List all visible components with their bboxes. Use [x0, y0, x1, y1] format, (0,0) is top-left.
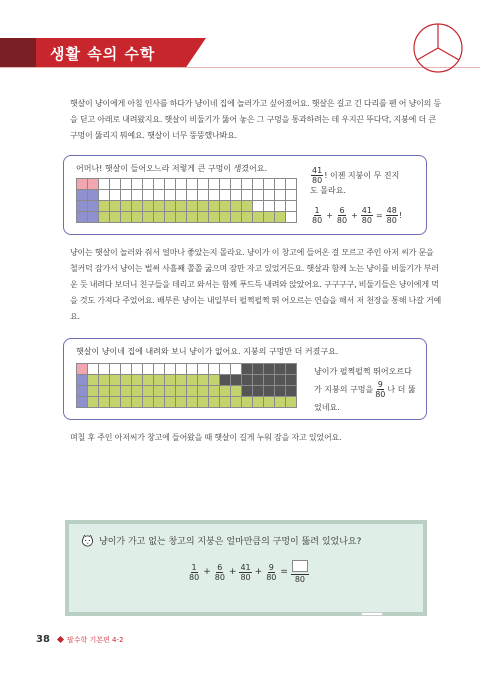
grid-cell [264, 375, 275, 386]
grid-cell [88, 397, 99, 408]
grid-cell [187, 179, 198, 190]
grid-cell [187, 201, 198, 212]
grid-cell [176, 212, 187, 223]
grid-cell [176, 397, 187, 408]
grid-cell [209, 179, 220, 190]
grid-cell [77, 364, 88, 375]
grid-cell [231, 397, 242, 408]
grid-cell [264, 179, 275, 190]
grid-cell [275, 201, 286, 212]
grid-cell [198, 375, 209, 386]
grid-cell [198, 386, 209, 397]
grid-cell [99, 212, 110, 223]
grid-cell [275, 375, 286, 386]
grid-cell [143, 375, 154, 386]
grid-cell [143, 201, 154, 212]
grid-cell [286, 364, 297, 375]
answer-fraction: 80 [291, 560, 309, 584]
grid-cell [220, 386, 231, 397]
grid-cell [154, 179, 165, 190]
grid-cell [264, 201, 275, 212]
grid-cell [165, 386, 176, 397]
grid-cell [220, 190, 231, 201]
grid-cell [286, 190, 297, 201]
grid-cell [176, 179, 187, 190]
grid-cell [275, 397, 286, 408]
grid-cell [242, 179, 253, 190]
grid-cell [176, 375, 187, 386]
grid-cell [110, 364, 121, 375]
grid-cell [77, 375, 88, 386]
grid-cell [77, 386, 88, 397]
question-board [65, 520, 427, 616]
header-dark-block [0, 38, 36, 68]
grid-cell [165, 201, 176, 212]
board-equation: $\frac{1}{80}$ + $\frac{6}{80}$ + $\frac{41}{80}$ + $\frac{9}{80}$ = 80 [187, 560, 310, 584]
grid-cell [154, 386, 165, 397]
grid-cell [154, 212, 165, 223]
grid-cell [110, 179, 121, 190]
roof-grid-2 [76, 363, 297, 408]
grid-cell [231, 375, 242, 386]
section-header [0, 38, 420, 68]
grid-cell [132, 190, 143, 201]
grid-cell [77, 212, 88, 223]
grid-cell [110, 397, 121, 408]
grid-cell [77, 179, 88, 190]
grid-cell [198, 201, 209, 212]
grid-cell [275, 190, 286, 201]
box1-caption: 어머나! 햇살이 들어오느라 저렇게 큰 구멍이 생겼어요. [76, 164, 268, 173]
illustration-box-1 [63, 155, 427, 235]
grid-cell [231, 364, 242, 375]
grid-cell [242, 212, 253, 223]
grid-cell [154, 397, 165, 408]
illustration-box-2 [63, 338, 427, 420]
story-paragraph-1: 햇살이 냥이에게 아침 인사를 하다가 냥이네 집에 놀러가고 싶어졌어요. 햇살은 길고 긴 다리를 펜 어 냥이의 등을 딛고 아래로 내려왔지요. 햇살이 비둘기가 뚫어 놓은 그 구멍을 통과하려는 데 우지끈 뚜다닥, 지붕에 더 큰 구멍이 뚫리지 뭐예요. 햇살이 너무 뚱뚱했나봐요. [70, 99, 442, 140]
grid-cell [209, 364, 220, 375]
grid-cell [187, 364, 198, 375]
grid-cell [264, 190, 275, 201]
grid-cell [231, 190, 242, 201]
grid-cell [99, 375, 110, 386]
grid-cell [198, 190, 209, 201]
grid-cell [154, 375, 165, 386]
grid-cell [99, 397, 110, 408]
grid-cell [187, 397, 198, 408]
grid-cell [253, 364, 264, 375]
grid-cell [165, 397, 176, 408]
grid-cell [88, 201, 99, 212]
grid-cell [253, 190, 264, 201]
grid-cell [176, 364, 187, 375]
story-paragraph-3: 며칠 후 주인 아저씨가 창고에 들어왔을 때 햇살이 길게 누워 잠을 자고 있었어요. [70, 433, 342, 442]
box2-side-text: 냥이가 펄쩍펄쩍 뛰어오르다 가 지붕의 구멍을 $\frac{9}{80}$ 나 더 뚫 었네요. [314, 367, 416, 412]
grid-cell [143, 364, 154, 375]
grid-cell [154, 364, 165, 375]
grid-cell [187, 375, 198, 386]
grid-cell [99, 364, 110, 375]
grid-cell [253, 212, 264, 223]
grid-cell [110, 212, 121, 223]
grid-cell [143, 212, 154, 223]
grid-cell [187, 212, 198, 223]
grid-cell [209, 375, 220, 386]
box1-equation: $\frac{1}{80}$ + $\frac{6}{80}$ + $\frac{41}{80}$ = $\frac{48}{80}$ ! [312, 206, 403, 225]
grid-cell [209, 397, 220, 408]
grid-cell [198, 179, 209, 190]
grid-cell [231, 179, 242, 190]
grid-cell [286, 212, 297, 223]
grid-cell [187, 190, 198, 201]
grid-cell [143, 386, 154, 397]
grid-cell [286, 397, 297, 408]
grid-cell [209, 386, 220, 397]
grid-cell [286, 386, 297, 397]
grid-cell [132, 397, 143, 408]
page-title: 생활 속의 수학 [50, 45, 156, 63]
grid-cell [99, 386, 110, 397]
grid-cell [253, 375, 264, 386]
grid-cell [220, 397, 231, 408]
grid-cell [264, 364, 275, 375]
box1-side-text: $\frac{41}{80}$ ! 이젠 지붕이 무 진지 도 몰라요. [310, 166, 400, 195]
grid-cell [132, 364, 143, 375]
page-number: 38 [36, 634, 50, 645]
grid-cell [121, 190, 132, 201]
grid-cell [242, 386, 253, 397]
grid-cell [121, 179, 132, 190]
fraction-9-80: $\frac{9}{80}$ [375, 380, 386, 399]
grid-cell [253, 397, 264, 408]
grid-cell [198, 364, 209, 375]
grid-cell [187, 386, 198, 397]
board-question: 냥이가 가고 없는 창고의 지붕은 얼마만큼의 구멍이 뚫려 있었나요? [99, 537, 362, 547]
grid-cell [121, 201, 132, 212]
grid-cell [165, 190, 176, 201]
grid-cell [165, 375, 176, 386]
grid-cell [77, 190, 88, 201]
grid-cell [88, 212, 99, 223]
grid-cell [143, 179, 154, 190]
grid-cell [165, 179, 176, 190]
grid-cell [143, 397, 154, 408]
grid-cell [154, 201, 165, 212]
pie-chart-icon [410, 20, 466, 76]
grid-cell [286, 201, 297, 212]
grid-cell [220, 375, 231, 386]
grid-cell [99, 190, 110, 201]
grid-cell [209, 212, 220, 223]
book-title: 팔수학 기본편 4-2 [67, 636, 124, 644]
cat-face-icon [81, 534, 94, 547]
grid-cell [176, 190, 187, 201]
grid-cell [264, 212, 275, 223]
grid-cell [165, 212, 176, 223]
grid-cell [209, 190, 220, 201]
box2-caption: 햇살이 냥이네 집에 내려와 보니 냥이가 없어요. 지붕의 구멍만 더 커졌구요. [76, 347, 339, 356]
grid-cell [165, 364, 176, 375]
grid-cell [110, 201, 121, 212]
grid-cell [253, 179, 264, 190]
answer-input-box[interactable] [292, 560, 308, 572]
footer-bullet [57, 636, 64, 643]
grid-cell [88, 375, 99, 386]
grid-cell [231, 212, 242, 223]
grid-cell [220, 212, 231, 223]
grid-cell [231, 201, 242, 212]
grid-cell [132, 201, 143, 212]
grid-cell [242, 375, 253, 386]
grid-cell [121, 397, 132, 408]
grid-cell [275, 364, 286, 375]
grid-cell [198, 212, 209, 223]
grid-cell [110, 190, 121, 201]
grid-cell [121, 364, 132, 375]
grid-cell [88, 386, 99, 397]
story-paragraph-2: 냥이는 햇살이 놀러와 줘서 얼마나 좋았는지 몰라요. 냥이가 이 창고에 들어온 걸 모르고 주인 아저 씨가 문을 철커덕 잠가서 냥이는 벌써 사흘째 쫄쫄 굶으며 잠만 자고 있었거든요. 햇살과 함께 노는 냥이를 비둘기가 부러운 듯 내려다 보더니 친구들을 데리고 와서는 함께 푸드득 내려와 앉았어요. 구구구구, 비둘기들은 냥이에게 먹을 것도 가져다 주었어요. 배부른 냥이는 내일부터 펄쩍펄쩍 뛰 어오르는 연습을 해서 저 천장을 통해 나갈 거예요. [70, 248, 442, 321]
grid-cell [88, 179, 99, 190]
grid-cell [242, 397, 253, 408]
grid-cell [220, 201, 231, 212]
grid-cell [154, 190, 165, 201]
grid-cell [275, 386, 286, 397]
grid-cell [99, 201, 110, 212]
grid-cell [132, 212, 143, 223]
grid-cell [286, 375, 297, 386]
grid-cell [198, 397, 209, 408]
grid-cell [132, 179, 143, 190]
grid-cell [77, 201, 88, 212]
grid-cell [275, 212, 286, 223]
grid-cell [264, 386, 275, 397]
grid-cell [231, 386, 242, 397]
grid-cell [275, 179, 286, 190]
grid-cell [132, 386, 143, 397]
grid-cell [242, 364, 253, 375]
grid-cell [253, 386, 264, 397]
grid-cell [110, 386, 121, 397]
grid-cell [99, 179, 110, 190]
grid-cell [176, 201, 187, 212]
grid-cell [88, 190, 99, 201]
grid-cell [286, 179, 297, 190]
grid-cell [121, 375, 132, 386]
header-divider [0, 67, 480, 68]
grid-cell [176, 386, 187, 397]
grid-cell [242, 201, 253, 212]
grid-cell [132, 375, 143, 386]
grid-cell [220, 364, 231, 375]
grid-cell [121, 212, 132, 223]
grid-cell [77, 397, 88, 408]
grid-cell [220, 179, 231, 190]
grid-cell [253, 201, 264, 212]
roof-grid-1 [76, 178, 297, 223]
grid-cell [242, 190, 253, 201]
grid-cell [121, 386, 132, 397]
grid-cell [88, 364, 99, 375]
fraction-41-80: $\frac{41}{80}$ [312, 166, 323, 185]
grid-cell [264, 397, 275, 408]
grid-cell [143, 190, 154, 201]
grid-cell [209, 201, 220, 212]
grid-cell [110, 375, 121, 386]
chalk-piece [361, 612, 383, 616]
